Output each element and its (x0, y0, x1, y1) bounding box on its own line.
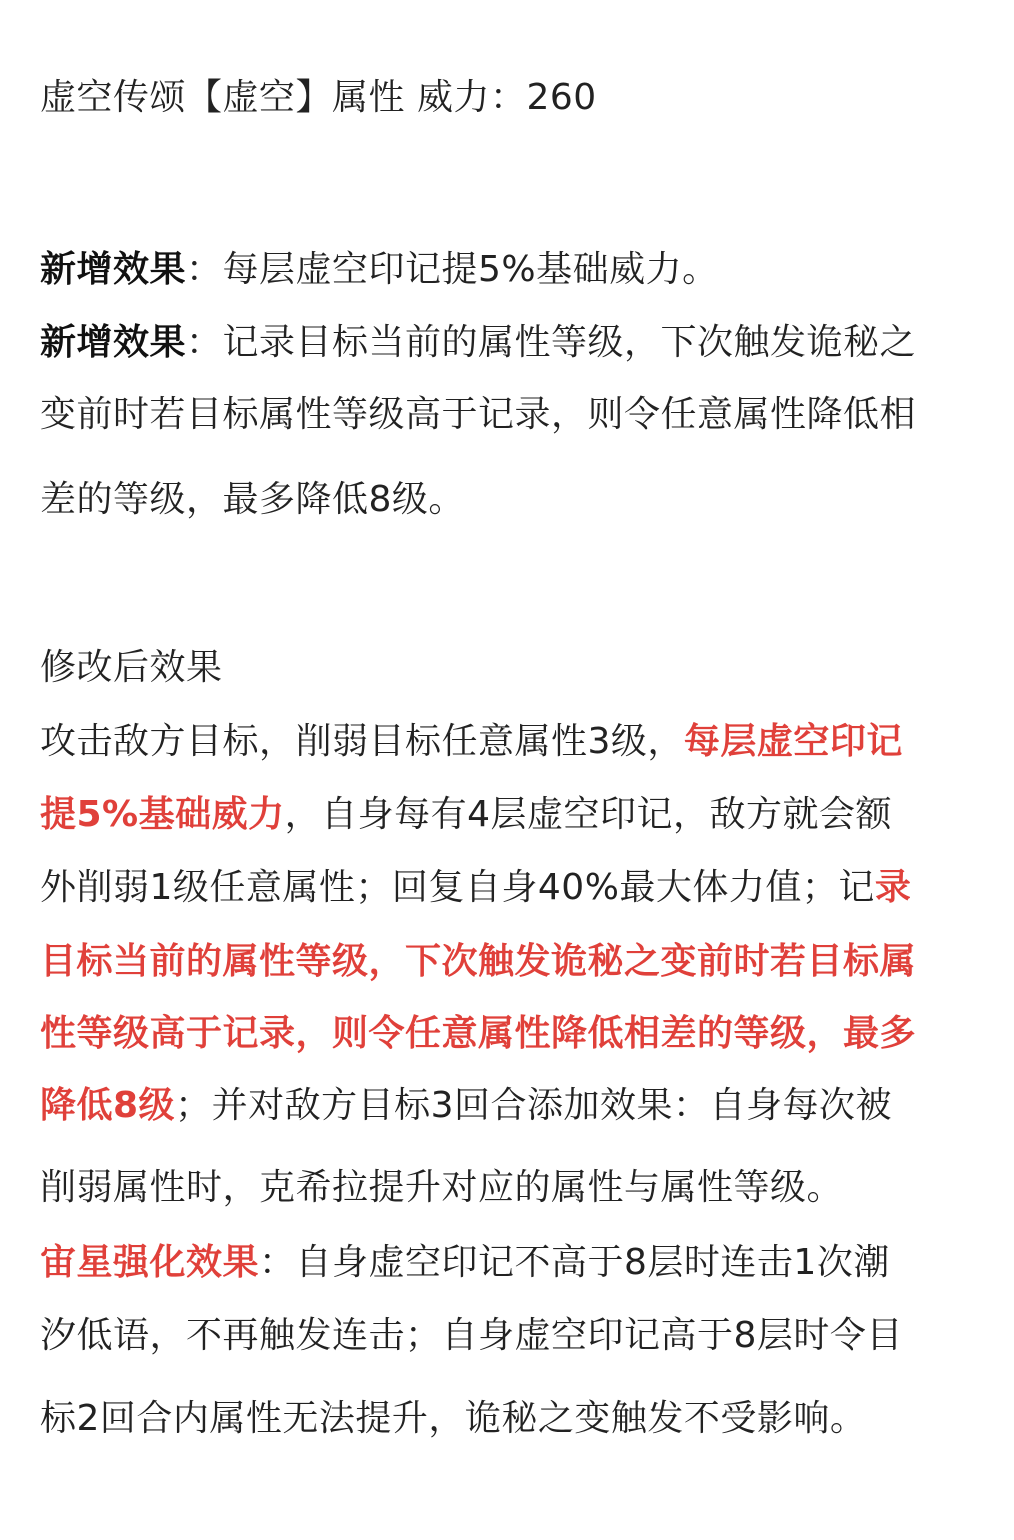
modified-line-1-text: 攻击敌方目标，削弱目标任意属性3级， (40, 721, 684, 762)
star-effect-line-1 (40, 1241, 1002, 1285)
modified-line-3 (40, 866, 1002, 910)
new-effect-1 (40, 248, 1002, 292)
new-effect-2-line-2: 变前时若目标属性等级高于记录，则令任意属性降低相 (40, 394, 917, 435)
new-effect-2-label: 新增效果 (40, 322, 187, 363)
star-effect-label: 宙星强化效果 (40, 1242, 260, 1283)
new-effect-1-label: 新增效果 (40, 249, 187, 290)
modified-line-1 (40, 720, 1002, 764)
star-effect-line-3: 标2回合内属性无法提升，诡秘之变触发不受影响。 (40, 1398, 867, 1439)
modified-line-2 (40, 793, 1002, 837)
new-effect-1-text: ：每层虚空印记提5%基础威力。 (186, 249, 719, 290)
modified-line-6-text: ；并对敌方目标3回合添加效果：自身每次被 (175, 1085, 892, 1126)
modified-line-7: 削弱属性时，克希拉提升对应的属性与属性等级。 (40, 1167, 844, 1208)
new-effect-2-text-1: ：记录目标当前的属性等级，下次触发诡秘之 (186, 322, 917, 363)
new-effect-2-line-1 (40, 321, 1002, 365)
modified-line-2-highlight: 提5%基础威力 (40, 794, 285, 835)
modified-line-6 (40, 1084, 1002, 1128)
modified-heading: 修改后效果 (40, 647, 223, 688)
modified-line-4: 目标当前的属性等级，下次触发诡秘之变前时若目标属 (40, 941, 917, 982)
modified-line-2-text: ，自身每有4层虚空印记，敌方就会额 (284, 794, 893, 835)
modified-line-3-text: 外削弱1级任意属性；回复自身40%最大体力值；记 (40, 867, 875, 908)
modified-line-3-highlight: 录 (874, 867, 912, 908)
modified-line-6-highlight: 降低8级 (40, 1085, 176, 1126)
star-effect-line-2: 汐低语，不再触发连击；自身虚空印记高于8层时令目 (40, 1315, 903, 1356)
star-effect-text-1: ：自身虚空印记不高于8层时连击1次潮 (259, 1242, 890, 1283)
skill-header: 虚空传颂【虚空】属性 威力：260 (40, 77, 597, 118)
modified-line-1-highlight: 每层虚空印记 (683, 721, 903, 762)
new-effect-2-line-3: 差的等级，最多降低8级。 (40, 479, 465, 520)
modified-line-5: 性等级高于记录，则令任意属性降低相差的等级，最多 (40, 1013, 917, 1054)
